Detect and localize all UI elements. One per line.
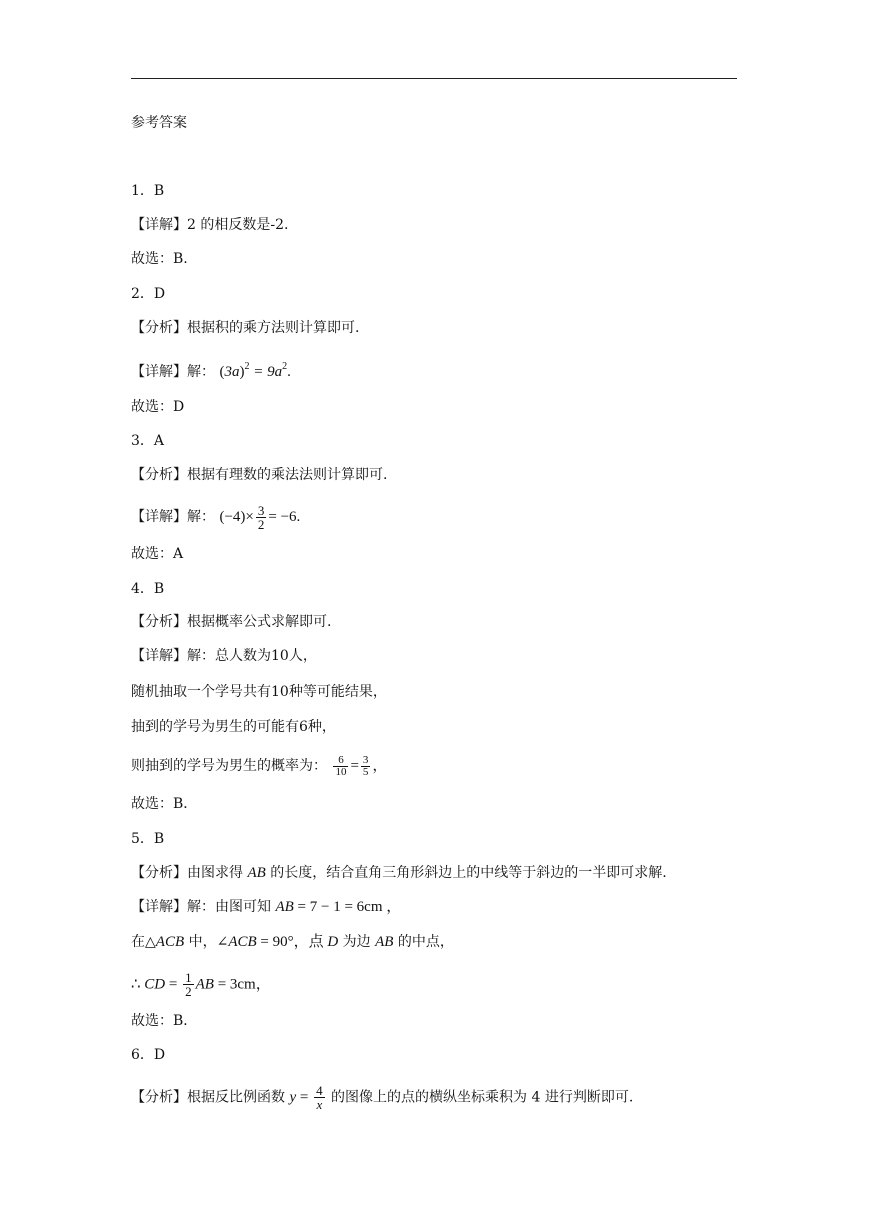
detail-5-b: = 7 − 1 = 6cm ， bbox=[293, 899, 402, 915]
choice-1: 故选：B. bbox=[131, 251, 188, 267]
analysis-2: 【分析】根据积的乘方法则计算即可. bbox=[131, 320, 360, 336]
tri-acb2: ACB bbox=[228, 934, 257, 950]
prob-prefix: 则抽到的学号为男生的概率为： bbox=[131, 757, 327, 774]
tri-acb: ACB bbox=[155, 934, 185, 950]
prob-fraction-1 bbox=[333, 755, 348, 778]
choice-4: 故选：B． bbox=[131, 796, 198, 812]
cd-c: = 3cm， bbox=[213, 976, 271, 993]
analysis-6-y: y bbox=[289, 1089, 297, 1106]
analysis-3: 【分析】根据有理数的乘法法则计算即可. bbox=[131, 467, 388, 483]
header-rule bbox=[131, 78, 737, 79]
tri-e: 为边 bbox=[338, 934, 376, 950]
answer-1: 1．B bbox=[131, 183, 165, 199]
detail-2 bbox=[131, 357, 291, 382]
detail-3-left: (−4)× bbox=[219, 508, 254, 525]
tri-c: = 90°，点 bbox=[256, 934, 328, 950]
page-title: 参考答案 bbox=[131, 115, 187, 131]
detail-2-rhs-exp: 2 bbox=[282, 361, 288, 372]
detail-3-fraction bbox=[256, 504, 267, 531]
detail-2-prefix: 【详解】解： bbox=[131, 364, 215, 380]
tri-a: 在△ bbox=[131, 934, 156, 950]
detail-5 bbox=[131, 897, 401, 917]
detail-3-end: . bbox=[296, 508, 301, 525]
cd-fraction bbox=[183, 971, 194, 998]
answer-6: 6．D bbox=[131, 1047, 166, 1063]
choice-3: 故选：A bbox=[131, 546, 184, 562]
analysis-6-a: 【分析】根据反比例函数 bbox=[131, 1089, 290, 1106]
choice-5: 故选：B． bbox=[131, 1013, 198, 1029]
analysis-5-b: 的长度，结合直角三角形斜边上的中线等于斜边的一半即可求解. bbox=[265, 865, 667, 881]
analysis-6-eq: = bbox=[296, 1089, 313, 1106]
cd-a: ∴ bbox=[131, 976, 145, 993]
analysis-6-b: 的图像上的点的横纵坐标乘积为 4 进行判断即可. bbox=[326, 1089, 634, 1106]
analysis-5 bbox=[131, 863, 667, 883]
prob-den-1: 10 bbox=[335, 766, 347, 778]
detail-1: 【详解】2 的相反数是-2. bbox=[131, 217, 289, 233]
detail-4-probability bbox=[131, 755, 387, 778]
analysis-5-ab: AB bbox=[247, 865, 266, 881]
answer-5: 5．B bbox=[131, 831, 165, 847]
prob-fraction-2 bbox=[361, 755, 371, 778]
answer-3: 3．A bbox=[131, 433, 165, 449]
analysis-5-a: 【分析】由图求得 bbox=[131, 865, 248, 881]
detail-3-prefix: 【详解】解： bbox=[131, 508, 215, 525]
choice-2: 故选：D bbox=[131, 399, 185, 415]
detail-4-line-2: 随机抽取一个学号共有10种等可能结果， bbox=[131, 684, 387, 700]
detail-5-ab: AB bbox=[275, 899, 294, 915]
answer-4: 4．B bbox=[131, 581, 165, 597]
analysis-6-den: x bbox=[316, 1097, 323, 1112]
cd-num: 1 bbox=[185, 970, 192, 985]
tri-ab: AB bbox=[375, 934, 394, 950]
detail-2-base: 3a bbox=[224, 364, 240, 380]
detail-3-den: 2 bbox=[257, 517, 265, 532]
analysis-6-num: 4 bbox=[316, 1083, 323, 1098]
detail-2-rhs: = 9a bbox=[253, 364, 283, 380]
answer-2: 2．D bbox=[131, 286, 166, 302]
tri-d: D bbox=[327, 934, 339, 950]
prob-eq: = bbox=[350, 757, 359, 774]
detail-2-formula: $(3a)^2 = 9a^2$. bbox=[219, 361, 291, 380]
prob-num-2: 3 bbox=[362, 754, 369, 766]
analysis-6-fraction bbox=[314, 1084, 325, 1111]
cd-den: 2 bbox=[185, 984, 192, 999]
detail-3-formula bbox=[219, 503, 301, 532]
detail-3-num: 3 bbox=[257, 503, 265, 518]
detail-5-a: 【详解】解：由图可知 bbox=[131, 899, 276, 915]
detail-4-line-3: 抽到的学号为男生的可能有6种， bbox=[131, 719, 336, 735]
prob-formula bbox=[331, 754, 388, 778]
tri-b: 中，∠ bbox=[184, 934, 229, 950]
detail-4-line-1: 【详解】解：总人数为10人， bbox=[131, 648, 317, 664]
prob-end: ， bbox=[372, 757, 388, 774]
analysis-4: 【分析】根据概率公式求解即可. bbox=[131, 614, 332, 630]
detail-3-right: = −6 bbox=[268, 508, 297, 525]
triangle-line-5 bbox=[131, 932, 454, 952]
cd-b: = bbox=[165, 976, 182, 993]
detail-2-exp: 2 bbox=[244, 361, 250, 372]
cd-cd: CD bbox=[144, 976, 166, 993]
prob-den-2: 5 bbox=[362, 766, 369, 778]
detail-3 bbox=[131, 504, 300, 531]
cd-ab: AB bbox=[195, 976, 214, 993]
tri-f: 的中点， bbox=[393, 934, 454, 950]
analysis-6 bbox=[131, 1084, 633, 1111]
prob-num-1: 6 bbox=[333, 755, 348, 767]
cd-line-5 bbox=[131, 971, 271, 998]
detail-2-end: . bbox=[287, 364, 291, 380]
